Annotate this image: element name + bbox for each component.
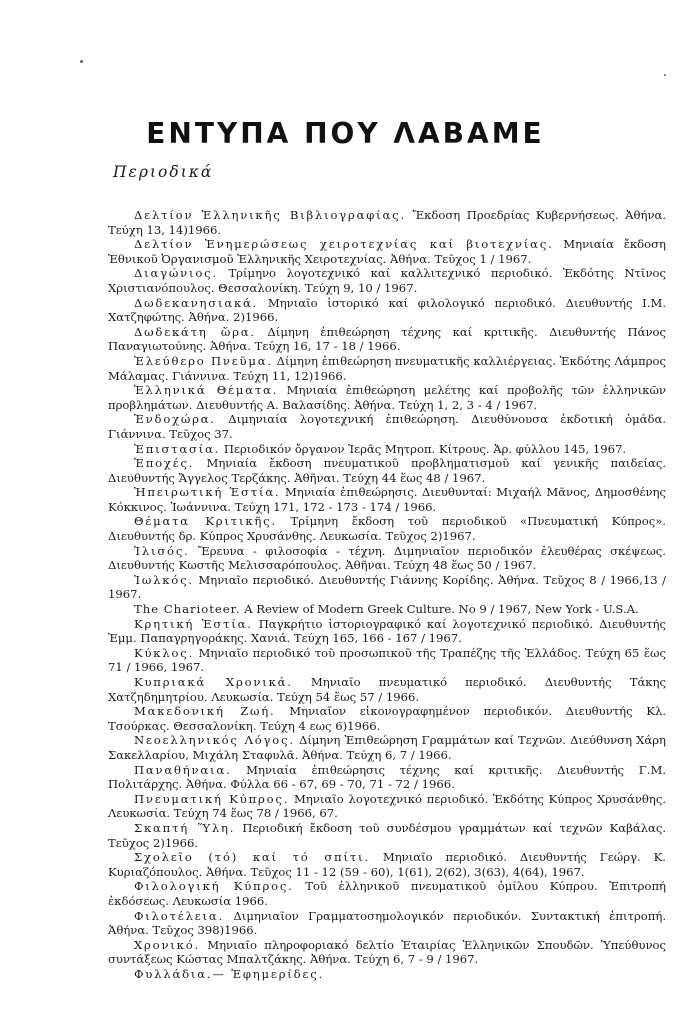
periodical-entry (108, 383, 666, 412)
periodical-details: Μηνιαία ἐπιθεώρησις. Διευθυνταί: Μιχαήλ Μᾶνος, Δημοσθένης Κόκκινος. Ἰωάννινα. Τεύχη 171, 172 - 173 - 174 / 1966. (108, 485, 666, 514)
periodical-entry (108, 442, 666, 457)
periodical-entry (108, 850, 666, 879)
periodical-entry (108, 675, 666, 704)
periodical-name: Ἐλεύθερο Πνεῦμα. (134, 353, 273, 368)
periodical-entry (108, 325, 666, 354)
periodical-name: Δελτίον Ἑλληνικῆς Βιβλιογραφίας. (134, 208, 406, 222)
periodical-entry (108, 909, 666, 938)
periodical-name: Δωδεκάτη ὥρα. (134, 324, 256, 339)
periodical-name: Κυπριακά Χρονικά. (134, 675, 293, 689)
periodical-details: Μηνιαία ἐπιθεώρησις τέχνης καί κριτικῆς. Διευθυντής Γ.Μ. Πολιτάρχης. Ἀθήνα. Φύλλα 66 - 67, 69 - 70, 71 - 72 / 1966. (108, 762, 666, 792)
periodical-name: Χρονικό. (134, 937, 200, 952)
periodical-entry (108, 646, 666, 675)
periodical-details: Τρίμηνη ἔκδοση τοῦ περιοδικοῦ «Πνευματική Κύπρος». Διευθυντής δρ. Κύπρος Χρυσάνθης. Λευκωσία. Τεῦχος 2)1967. (108, 514, 666, 544)
periodical-details: Μηνιαῖο ἱστορικό καί φιλολογικό περιοδικό. Διευθυντής Ι.Μ. Χατζηφώτης. Ἀθήνα. 2)1966. (108, 295, 667, 325)
periodical-entry (108, 514, 666, 543)
periodical-entry (108, 763, 666, 792)
periodical-entry (108, 879, 666, 908)
periodical-name: Παναθήναια. (134, 762, 232, 777)
scan-speck (80, 60, 83, 63)
periodical-name: Θέματα Κριτικῆς. (134, 514, 277, 529)
periodical-details: Μηνιαία ἐπιθεώρηση μελέτης καί προβολῆς τῶν ἑλληνικῶν προβλημάτων. Διευθυντής Α. Βαλασίδης. Ἀθήνα. Τεύχη 1, 2, 3 - 4 / 1967. (108, 383, 666, 412)
periodical-name: Νεοελληνικός Λόγος. (134, 733, 295, 748)
periodical-name: Διαγώνιος. (134, 266, 218, 281)
periodical-entry (108, 967, 666, 982)
periodical-name: Ἐπιστασία. (134, 441, 221, 456)
periodical-name: Σκαπτή Ὕλη. (134, 820, 236, 835)
periodical-name: Μακεδονική Ζωή. (134, 704, 276, 719)
periodical-details: Μηνιαῖο περιοδικό. Διευθυντής Γιάννης Κορίδης. Ἀθήνα. Τεῦχος 8 / 1966,13 / 1967. (108, 572, 666, 602)
page-title: ΕΝΤΥΠΑ ΠΟΥ ΛΑΒΑΜΕ (146, 117, 545, 150)
periodical-details: Μηνιαῖο πληροφοριακό δελτίο Ἑταιρίας Ἑλληνικῶν Σπουδῶν. Ὑπεύθυνος συντάξεως Κώστας Μπαλτζάκης. Ἀθήνα. Τεύχη 6, 7 - 9 / 1967. (108, 937, 666, 967)
periodical-entry (108, 617, 666, 646)
periodical-name: Δελτίον Ἐνημερώσεως χειροτεχνίας καί βιοτεχνίας. (134, 237, 554, 252)
periodical-name: Κρητική Ἑστία. (134, 616, 253, 631)
periodical-entry (108, 354, 666, 383)
periodicals-list (108, 208, 666, 981)
periodical-entry (108, 573, 666, 602)
periodical-details: Μηνιαία ἔκδοση Ἐθνικοῦ Ὀργανισμοῦ Ἑλληνικῆς Χειροτεχνίας. Ἀθήνα. Τεῦχος 1 / 1967. (108, 237, 666, 266)
periodical-details: Μηνιαῖον εἰκονογραφημένον περιοδικόν. Διευθυντής Κλ. Τσούρκας. Θεσσαλονίκη. Τεύχη 4 εως 6)1966. (108, 704, 667, 733)
periodical-details: Τρίμηνο λογοτεχνικό καί καλλιτεχνικό περιοδικό. Ἐκδότης Ντῖνος Χριστιανόπουλος. Θεσσαλονίκη. Τεύχη 9, 10 / 1967. (108, 266, 666, 295)
periodical-entry (108, 733, 666, 762)
periodical-name: Φυλλάδια.— Ἐφημερίδες. (134, 966, 325, 981)
periodical-entry (108, 208, 666, 237)
periodical-details: Δίμηνη ἐπιθεώρηση τέχνης καί κριτικῆς. Διευθυντής Πάνος Παναγιωτούνης. Ἀθήνα. Τεύχη 16, 17 - 18 / 1966. (108, 324, 666, 354)
periodical-entry (108, 704, 666, 733)
periodical-name: The Charioteer. (134, 602, 241, 617)
periodical-details: Περιοδική ἔκδοση τοῦ συνδέσμου γραμμάτων καί τεχνῶν Καβάλας. Τεῦχος 2)1966. (108, 820, 667, 850)
section-heading: Περιοδικά (113, 163, 214, 181)
periodical-entry (108, 266, 666, 295)
periodical-details: Δίμηνη Ἐπιθεώρηση Γραμμάτων καί Τεχνῶν. Διεύθυνση Χάρη Σακελλαρίου, Μιχάλη Σταφυλᾶ. Ἀθήνα. Τεύχη 6, 7 / 1966. (108, 733, 666, 762)
periodical-entry (108, 544, 666, 573)
periodical-details: Διμηνιαῖον Γραμματοσημολογικόν περιοδικόν. Συντακτική ἐπιτροπή. Ἀθήνα. Τεῦχος 398)1966. (108, 908, 666, 938)
periodical-details: Διμηνιαία λογοτεχνική ἐπιθεώρηση. Διευθύνουσα ἐκδοτική ὁμάδα. Γιάννινα. Τεῦχος 37. (108, 412, 666, 441)
periodical-details: Δίμηνη ἐπιθεώρηση πνευματικῆς καλλιέργειας. Ἐκδότης Λάμπρος Μάλαμας. Γιάννινα. Τεύχη 11, 12)1966. (108, 353, 666, 383)
periodical-entry (108, 237, 666, 266)
periodical-entry (108, 938, 666, 967)
periodical-details: Ἔρευνα - φιλοσοφία - τέχνη. Διμηνιαῖον περιοδικόν ἐλευθέρας σκέψεως. Διευθυντής Κωστῆς Μελισσαρόπουλος. Ἀθῆναι. Τεύχη 48 ἕως 50 / 1967. (108, 543, 666, 573)
periodical-details: Μηνιαῖο περιοδικό τοῦ προσωπικοῦ τῆς Τραπέζης τῆς Ἑλλάδος. Τεύχη 65 ἕως 71 / 1966, 1967. (108, 645, 666, 675)
periodical-entry (108, 485, 666, 514)
periodical-details: Περιοδικόν ὄργανον Ἱερᾶς Μητροπ. Κίτρους. Ἀρ. φύλλου 145, 1967. (223, 441, 627, 456)
periodical-name: Σχολεῖο (τό) καί τό σπίτι. (134, 850, 370, 865)
periodical-entry (108, 412, 666, 441)
periodical-name: Ἐνδοχώρα. (134, 412, 216, 427)
periodical-entry (108, 602, 666, 617)
periodical-name: Ἰωλκός. (134, 572, 194, 587)
periodical-details: Μηνιαῖο λογοτεχνικό περιοδικό. Ἐκδότης Κύπρος Χρυσάνθης. Λευκωσία. Τεύχη 74 ἕως 78 / 1966, 67. (108, 791, 667, 821)
periodical-details: Τοῦ ἑλληνικοῦ πνευματικοῦ ὁμίλου Κύπρου. Ἐπιτροπή ἐκδόσεως. Λευκωσία 1966. (108, 879, 667, 908)
periodical-name: Ἐποχές. (134, 456, 195, 471)
periodical-details: Ἔκδοση Προεδρίας Κυβερνήσεως. Ἀθήνα. Τεύχη 13, 14)1966. (108, 208, 667, 237)
periodical-name: Πνευματική Κύπρος. (134, 791, 290, 806)
periodical-name: Ἠπειρωτική Ἑστία. (134, 485, 281, 500)
scan-speck (664, 74, 666, 76)
periodical-name: Φιλολογική Κύπρος. (134, 879, 294, 894)
periodical-name: Κύκλος. (134, 645, 195, 660)
periodical-name: Φιλοτέλεια. (134, 908, 225, 923)
periodical-details: Παγκρήτιο ἱστοριογραφικό καί λογοτεχνικό περιοδικό. Διευθυντής Ἐμμ. Παπαγρηγοράκης. Χανιά. Τεύχη 165, 166 - 167 / 1967. (108, 616, 666, 646)
periodical-entry (108, 821, 666, 850)
periodical-details: Μηνιαία ἔκδοση πνευματικοῦ προβληματισμοῦ καί γενικῆς παιδείας. Διευθυντής Ἄγγελος Τερζάκης. Ἀθῆναι. Τεύχη 44 ἕως 48 / 1967. (108, 456, 667, 485)
periodical-name: Ἰλισός. (134, 543, 190, 558)
periodical-name: Δωδεκανησιακά. (134, 295, 259, 310)
periodical-entry (108, 296, 666, 325)
periodical-details: Μηνιαῖο πνευματικό περιοδικό. Διευθυντής Τάκης Χατζηδημητρίου. Λευκωσία. Τεύχη 54 ἕως 57 / 1966. (108, 675, 666, 704)
periodical-entry (108, 792, 666, 821)
periodical-entry (108, 456, 666, 485)
periodical-name: Ἑλληνικά Θέματα. (134, 383, 279, 398)
periodical-details: Μηνιαῖο περιοδικό. Διευθυντής Γεώργ. Κ. Κυριαζόπουλος. Ἀθήνα. Τεῦχος 11 - 12 (59 - 60), 1(61), 2(62), 3(63), 4(64), 1967. (108, 850, 666, 879)
periodical-details: A Review of Modern Greek Culture. No 9 / 1967, New York - U.S.A. (244, 602, 639, 617)
